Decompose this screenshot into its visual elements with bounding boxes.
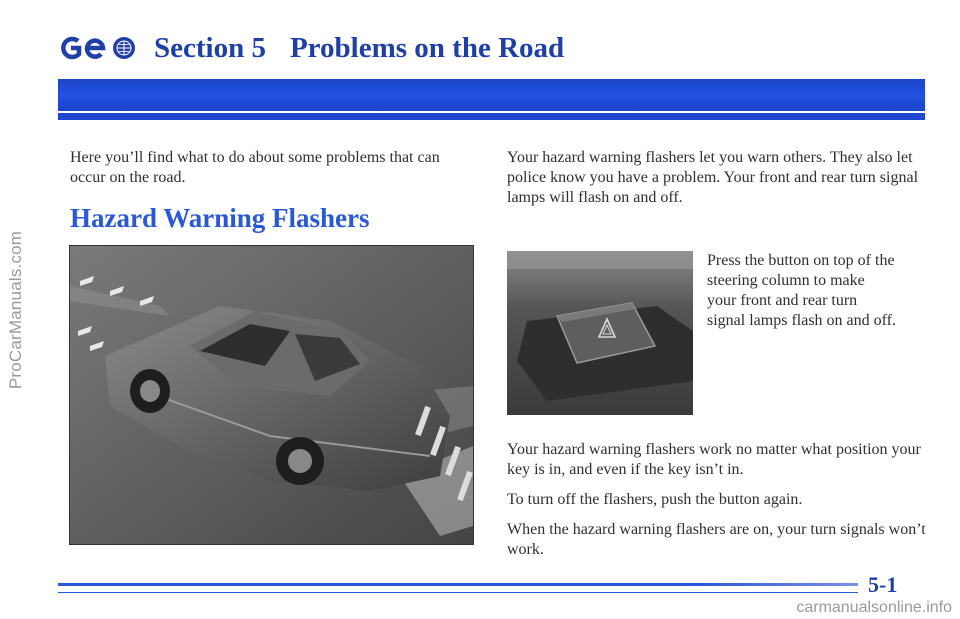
right-column-bottom [507,440,927,570]
side-watermark [2,0,30,619]
car-illustration [69,245,474,545]
page-number: 5-1 [868,572,898,597]
left-column [70,148,470,234]
hazard-heading: Hazard Warning Flashers [70,203,370,233]
hazard-button-photo [507,251,693,415]
page-header [58,28,564,68]
turn-signals-text: When the hazard warning flashers are on, your turn signals won’t work. [507,521,926,558]
flashers-off-text: To turn off the flashers, push the button again. [507,491,803,508]
header-banner-stripe [58,113,925,120]
right-column [507,148,927,218]
footer-rule [58,583,858,586]
footer-rule-thin [58,592,858,593]
geo-logo [58,35,140,61]
side-watermark-text: ProCarManuals.com [6,230,25,389]
section-number: Section 5 [154,31,266,64]
flashers-intro: Your hazard warning flashers let you warn others. They also let police know you have a problem. Your front and rear turn signal lamps will flash on and off. [507,149,919,206]
header-banner [58,79,925,111]
intro-text: Here you’ll find what to do about some problems that can occur on the road. [70,149,440,186]
button-caption: Press the button on top of the steering column to make your front and rear turn signal lamps flash on and off. [707,252,897,329]
section-title: Problems on the Road [289,31,565,64]
bottom-watermark: carmanualsonline.info [796,599,952,616]
flashers-key-text: Your hazard warning flashers work no matter what position your key is in, and even if the key isn’t in. [507,441,921,478]
